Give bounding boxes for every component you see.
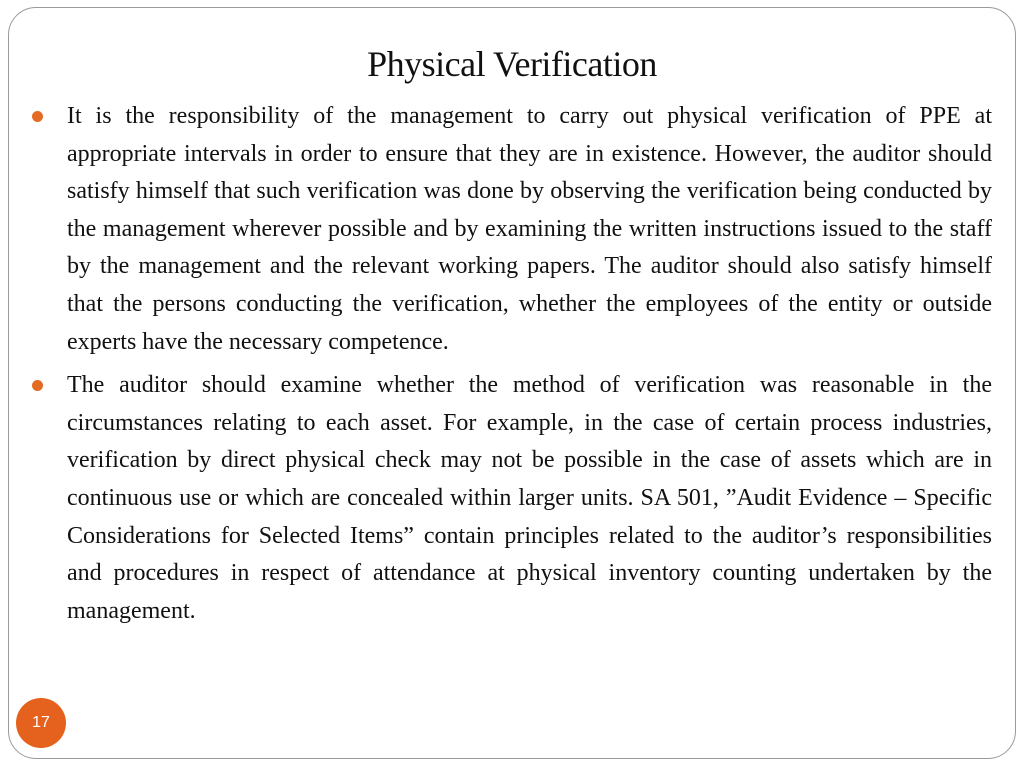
page-number-badge: 17 xyxy=(16,698,66,748)
bullet-text: The auditor should examine whether the method of verification was reasonable in the circumstances relating to each asset. For example, in the case of certain process industries, verification by direct physical check may not be possible in the case of assets which are in continuous use or which are concealed within larger units. SA 501, ”Audit Evidence – Specific Considerations for Selected Items” contain principles related to the auditor’s responsibilities and procedures in respect of attendance at physical inventory counting undertaken by the management. xyxy=(67,372,992,624)
bullet-text: It is the responsibility of the management to carry out physical verification of PPE at appropriate intervals in order to ensure that they are in existence. However, the auditor should satisfy himself that such verification was done by observing the verification being conducted by the management wherever possible and by examining the written instructions issued to the staff by the management and the relevant working papers. The auditor should also satisfy himself that the persons conducting the verification, whether the employees of the entity or outside experts have the necessary competence. xyxy=(67,103,992,355)
bullet-dot-icon xyxy=(32,380,43,391)
bullet-list xyxy=(30,98,992,636)
bullet-item xyxy=(30,367,992,630)
bullet-item xyxy=(30,98,992,361)
slide-title: Physical Verification xyxy=(367,44,657,84)
bullet-dot-icon xyxy=(32,111,43,122)
